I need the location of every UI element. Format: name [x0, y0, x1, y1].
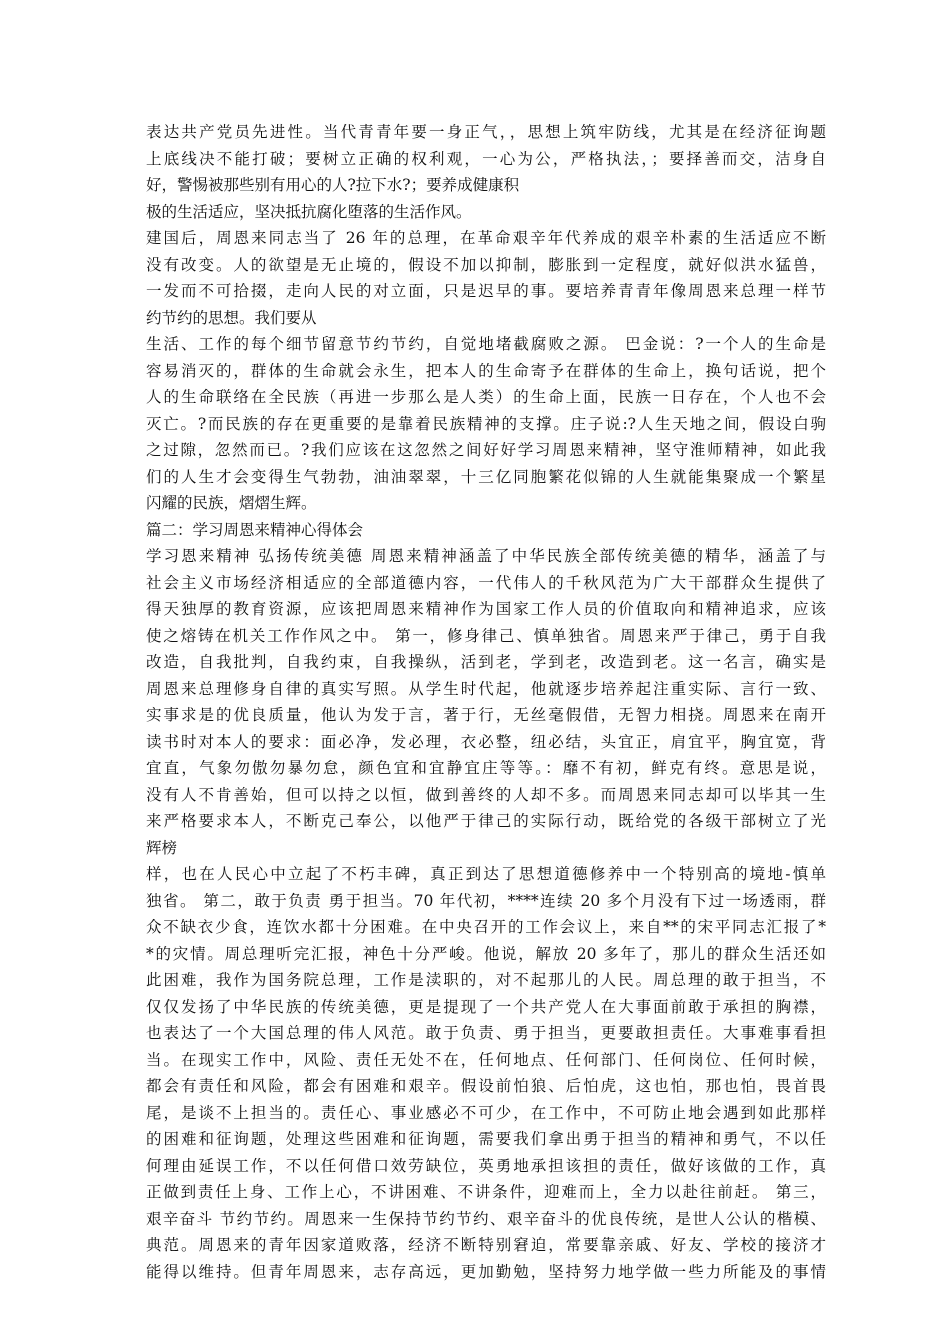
text-line: 何理由延误工作，不以任何借口效劳缺位，英勇地承担该担的责任，做好该做的工作，真: [146, 1156, 826, 1175]
text-line: 读书时对本人的要求：面必净，发必理，衣必整，纽必结，头宜正，肩宜平，胸宜宽，背: [146, 732, 826, 751]
text-line: 社会主义市场经济相适应的全部道德内容，一代伟人的千秋风范为广大干部群众生提供了: [146, 573, 826, 592]
text-line: 得天独厚的教育资源，应该把周恩来精神作为国家工作人员的价值取向和精神追求，应该: [146, 600, 826, 618]
text-line: 仅仅发扬了中华民族的传统美德，更是提现了一个共产党人在大事面前敢于承担的胸襟，: [146, 997, 826, 1016]
text-line: 众不缺衣少食，连饮水都十分困难。在中央召开的工作会议上，来自**的宋平同志汇报了*: [146, 918, 826, 936]
text-line: 表达共产党员先进性。当代青青年要一身正气，，思想上筑牢防线，尤其是在经济征询题: [146, 123, 826, 141]
text-line: 人的生命联络在全民族（再进一步那么是人类）的生命上面，民族一日存在，个人也不会: [146, 388, 826, 406]
text-line: 一发而不可拾掇，走向人民的对立面，只是迟早的事。要培养青青年像周恩来总理一样节: [146, 282, 826, 300]
text-line: 独省。 第二，敢于负责 勇于担当。70 年代初，****连续 20 多个月没有下过一场透雨，群: [146, 891, 826, 910]
text-line: 容易消灭的，群体的生命就会永生，把本人的生命寄予在群体的生命上，换句话说，把个: [146, 361, 826, 380]
text-line: 使之熔铸在机关工作作风之中。 第一，修身律己、慎单独省。周恩来严于律己，勇于自我: [146, 626, 826, 645]
text-line: 都会有责任和风险，都会有困难和艰辛。假设前怕狼、后怕虎，这也怕，那也怕，畏首畏: [146, 1077, 826, 1095]
text-line: 正做到责任上身、工作上心，不讲困难、不讲条件，迎难而上，全力以赴往前赶。 第三，: [146, 1183, 826, 1201]
text-line: 此困难，我作为国务院总理，工作是渎职的，对不起那儿的人民。周总理的敢于担当，不: [146, 971, 826, 989]
text-line: 宜直，气象勿傲勿暴勿怠，颜色宜和宜静宜庄等等。：靡不有初，鲜克有终。意思是说，: [146, 759, 826, 777]
text-line: 当。在现实工作中，风险、责任无处不在，任何地点、任何部门、任何岗位、任何时候，: [146, 1050, 826, 1069]
text-line: 的困难和征询题，处理这些困难和征询题，需要我们拿出勇于担当的精神和勇气，不以任: [146, 1130, 826, 1148]
text-line: 艰辛奋斗 节约节约。周恩来一生保持节约节约、艰辛奋斗的优良传统，是世人公认的楷模、: [146, 1209, 826, 1228]
text-line: 学习恩来精神 弘扬传统美德 周恩来精神涵盖了中华民族全部传统美德的精华，涵盖了与: [146, 547, 826, 565]
text-line: 篇二：学习周恩来精神心得体会: [146, 520, 364, 539]
document-body: [146, 119, 826, 1285]
text-line: 建国后，周恩来同志当了 26 年的总理，在革命艰辛年代养成的艰辛朴素的生活适应不断: [146, 229, 826, 247]
text-line: 能得以维持。但青年周恩来，志存高远，更加勤勉，坚持努力地学做一些力所能及的事情: [146, 1262, 826, 1281]
text-line: 尾，是谈不上担当的。责任心、事业感必不可少，在工作中，不可防止地会遇到如此那样: [146, 1103, 826, 1122]
text-line: 没有改变。人的欲望是无止境的，假设不加以抑制，膨胀到一定程度，就好似洪水猛兽，: [146, 255, 826, 274]
text-line: 灭亡。?而民族的存在更重要的是靠着民族精神的支撑。庄子说:?人生天地之间，假设白驹: [146, 414, 826, 433]
text-line: 好，警惕被那些别有用心的人?拉下水?；要养成健康积: [146, 176, 520, 194]
text-line: 周恩来总理修身自律的真实写照。从学生时代起，他就逐步培养起注重实际、言行一致、: [146, 679, 826, 698]
text-line: 也表达了一个大国总理的伟人风范。敢于负责、勇于担当，更要敢担责任。大事难事看担: [146, 1024, 826, 1042]
text-line: 极的生活适应，坚决抵抗腐化堕落的生活作风。: [146, 202, 472, 221]
text-line: 上底线决不能打破；要树立正确的权利观，一心为公，严格执法，；要择善而交，洁身自: [146, 149, 826, 168]
text-line: 没有人不肯善始，但可以持之以恒，做到善终的人却不多。而周恩来同志却可以毕其一生: [146, 785, 826, 804]
text-line: 们的人生才会变得生气勃勃，油油翠翠，十三亿同胞繁花似锦的人生就能集聚成一个繁星: [146, 467, 826, 486]
text-line: 生活、工作的每个细节留意节约节约，自觉地堵截腐败之源。 巴金说：?一个人的生命是: [146, 335, 826, 353]
text-line: 约节约的思想。我们要从: [146, 308, 317, 327]
text-line: 闪耀的民族，熠熠生辉。: [146, 494, 317, 512]
text-line: 典范。周恩来的青年因家道败落，经济不断特别窘迫，常要靠亲戚、好友、学校的接济才: [146, 1236, 826, 1254]
text-line: *的灾情。周总理听完汇报，神色十分严峻。他说，解放 20 多年了，那儿的群众生活还如: [146, 944, 826, 963]
text-line: 辉榜: [146, 838, 178, 857]
text-line: 实事求是的优良质量，他认为发于言，著于行，无丝毫假借，无智力相挠。周恩来在南开: [146, 706, 826, 724]
text-line: 之过隙，忽然而已。?我们应该在这忽然之间好好学习周恩来精神，坚守淮师精神，如此我: [146, 441, 826, 459]
text-line: 来严格要求本人，不断克己奉公，以他严于律己的实际行动，既给党的各级干部树立了光: [146, 812, 826, 830]
text-line: 改造，自我批判，自我约束，自我操纵，活到老，学到老，改造到老。这一名言，确实是: [146, 653, 826, 671]
text-line: 样，也在人民心中立起了不朽丰碑，真正到达了思想道德修养中一个特别高的境地-慎单: [146, 865, 826, 883]
